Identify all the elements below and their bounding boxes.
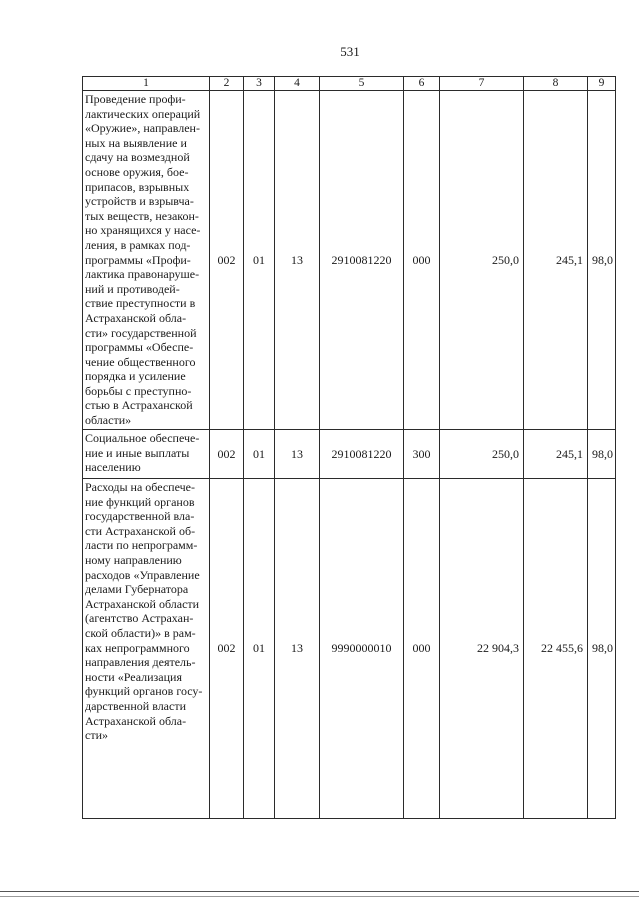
description-line: лактических операций: [85, 106, 201, 121]
cell-c7: 250,0: [440, 91, 524, 430]
header-cell-3: 3: [244, 77, 275, 91]
table-header-row: [83, 77, 616, 91]
cell-c4: 13: [275, 479, 320, 819]
cell-c4: 13: [275, 91, 320, 430]
header-cell-7: 7: [440, 77, 524, 91]
page-bottom-divider: [0, 896, 639, 897]
description-line: программы «Профи-: [85, 252, 191, 267]
row-description: [83, 479, 210, 819]
page-number: 531: [340, 44, 360, 59]
cell-c2: 002: [210, 91, 244, 430]
description-line: функций органов госу-: [85, 684, 203, 699]
header-cell-1: 1: [83, 77, 210, 91]
description-line: ных на выявление и: [85, 135, 187, 150]
table-row: [83, 91, 616, 430]
description-line: делами Губернатора: [85, 582, 189, 597]
header-cell-5: 5: [320, 77, 404, 91]
description-line: государственной вла-: [85, 509, 195, 524]
header-cell-8: 8: [524, 77, 588, 91]
description-line: сти Астраханской об-: [85, 523, 196, 538]
description-line: ской области)» в рам-: [85, 625, 196, 640]
description-line: расходов «Управление: [85, 567, 200, 582]
description-line: (агентство Астрахан-: [85, 611, 194, 626]
cell-c8: 22 455,6: [524, 479, 588, 819]
cell-c9: 98,0: [588, 479, 616, 819]
description-line: сти»: [85, 728, 108, 743]
cell-c7: 250,0: [440, 430, 524, 479]
description-line: тых веществ, незакон-: [85, 208, 199, 223]
description-line: борьбы с преступно-: [85, 383, 192, 398]
description-line: области»: [85, 413, 132, 428]
cell-c2: 002: [210, 479, 244, 819]
cell-c5: 2910081220: [320, 91, 404, 430]
description-line: ному направлению: [85, 552, 182, 567]
header-cell-6: 6: [404, 77, 440, 91]
cell-c3: 01: [244, 479, 275, 819]
description-line: Социальное обеспече-: [85, 431, 200, 445]
row-description: [83, 430, 210, 479]
table-row: [83, 479, 616, 819]
cell-c4: 13: [275, 430, 320, 479]
description-line: лактика правонаруше-: [85, 267, 200, 282]
cell-c9: 98,0: [588, 430, 616, 479]
description-line: населению: [85, 460, 141, 475]
description-line: программы «Обеспе-: [85, 340, 194, 355]
cell-c6: 000: [404, 479, 440, 819]
description-line: дарственной власти: [85, 698, 187, 713]
description-line: порядка и усиление: [85, 369, 186, 384]
description-line: направления деятель-: [85, 655, 196, 670]
description-line: сти» государственной: [85, 325, 197, 340]
cell-c3: 01: [244, 430, 275, 479]
description-line: ках непрограммного: [85, 640, 190, 655]
description-line: «Оружие», направлен-: [85, 121, 200, 136]
table-row: [83, 430, 616, 479]
header-cell-2: 2: [210, 77, 244, 91]
cell-c6: 300: [404, 430, 440, 479]
description-line: ласти по непрограмм-: [85, 538, 198, 553]
description-line: основе оружия, бое-: [85, 164, 189, 179]
page-bottom-divider: [0, 891, 639, 892]
cell-c8: 245,1: [524, 430, 588, 479]
cell-c5: 9990000010: [320, 479, 404, 819]
budget-table: [82, 76, 616, 819]
cell-c5: 2910081220: [320, 430, 404, 479]
description-line: припасов, взрывных: [85, 179, 190, 194]
description-line: стью в Астраханской: [85, 398, 193, 413]
description-line: Расходы на обеспече-: [85, 480, 195, 494]
cell-c2: 002: [210, 430, 244, 479]
description-line: Астраханской обла-: [85, 713, 187, 728]
cell-c7: 22 904,3: [440, 479, 524, 819]
row-description: [83, 91, 210, 430]
description-line: Астраханской области: [85, 596, 200, 611]
description-line: Астраханской обла-: [85, 310, 187, 325]
description-line: ние и иные выплаты: [85, 445, 190, 460]
description-line: ний и противодей-: [85, 281, 180, 296]
cell-c9: 98,0: [588, 91, 616, 430]
description-line: но хранящихся у насе-: [85, 223, 201, 238]
header-cell-9: 9: [588, 77, 616, 91]
cell-c6: 000: [404, 91, 440, 430]
description-line: ления, в рамках под-: [85, 237, 191, 252]
cell-c3: 01: [244, 91, 275, 430]
description-line: устройств и взрывча-: [85, 194, 194, 209]
cell-c8: 245,1: [524, 91, 588, 430]
description-line: ности «Реализация: [85, 669, 182, 684]
description-line: Проведение профи-: [85, 92, 186, 106]
description-line: сдачу на возмездной: [85, 150, 190, 165]
description-line: чение общественного: [85, 354, 196, 369]
description-line: ние функций органов: [85, 494, 195, 509]
header-cell-4: 4: [275, 77, 320, 91]
description-line: ствие преступности в: [85, 296, 196, 311]
